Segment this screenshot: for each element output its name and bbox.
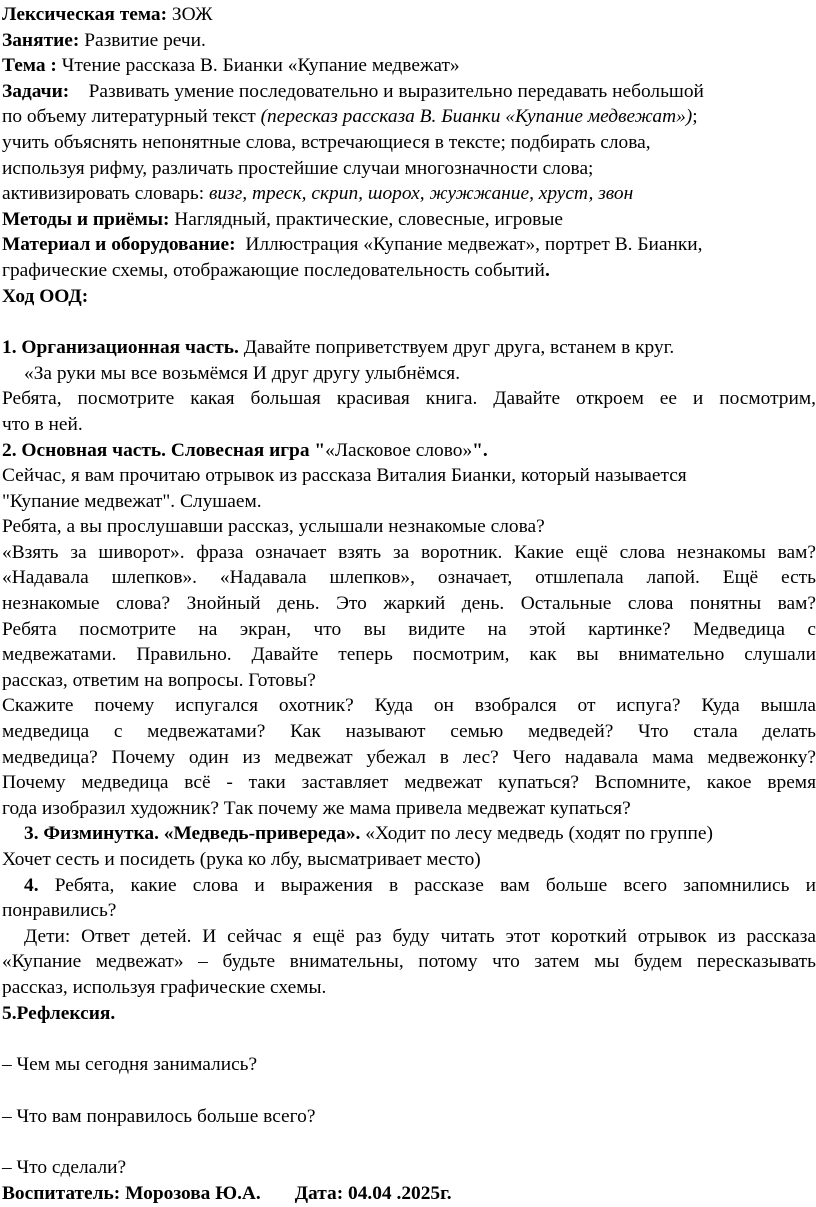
section-3-line — [2, 821, 816, 847]
material-line-2 — [2, 258, 816, 284]
theme-line — [2, 53, 816, 79]
section-4-line — [2, 873, 816, 899]
kids-answer-line-3: рассказ, используя графические схемы. — [2, 976, 327, 998]
tasks-label: Задачи: — [2, 80, 70, 102]
explanation-line-6: рассказ, ответим на вопросы. Готовы? — [2, 669, 316, 691]
material-value-2: графические схемы, отображающие последовательность событий — [2, 259, 545, 281]
lesson-value: Развитие речи. — [79, 29, 206, 51]
topic-label: Лексическая тема: — [2, 4, 168, 25]
book-line-2: что в ней. — [2, 413, 83, 435]
unknown-words-question: Ребята, а вы прослушавши рассказ, услышали незнакомые слова? — [2, 516, 545, 538]
theme-value: Чтение рассказа В. Бианки «Купание медвежат» — [61, 55, 460, 77]
questions-line-1: Скажите почему испугался охотник? Куда он взобрался от испуга? Куда вышла — [2, 695, 816, 717]
lesson-date: Дата: 04.04 .2025г. — [294, 1182, 452, 1204]
reflection-question-1: – Чем мы сегодня занимались? — [2, 1054, 258, 1076]
tasks-text-2c: ; — [692, 106, 698, 128]
teacher-name: Воспитатель: Морозова Ю.А. — [2, 1182, 261, 1204]
section-1-label: 1. Организационная часть. — [2, 337, 239, 359]
vocabulary-words: визг, треск, скрип, шорох, жужжание, хруст, звон — [209, 183, 634, 205]
questions-line-2: медведица с медвежатами? Как называют семью медведей? Что стала делать — [2, 721, 816, 743]
tasks-line-5 — [2, 181, 816, 207]
methods-line — [2, 207, 816, 233]
section-4-label: 4. — [24, 874, 39, 896]
questions-line-4: Почему медведица всё - таки заставляет медвежат купаться? Вспомните, какое время — [2, 772, 816, 794]
explanation-line-3: незнакомые слова? Знойный день. Это жаркий день. Остальные слова понятны вам? — [2, 593, 816, 615]
questions-line-3: медведица? Почему один из медвежат убежал в лес? Чего надавала мама медвежонку? — [2, 746, 816, 768]
section-3-line-2: Хочет сесть и посидеть (рука ко лбу, высматривает место) — [2, 849, 481, 870]
section-2-end: ". — [472, 439, 488, 461]
book-line-1: Ребята, посмотрите какая большая красивая книга. Давайте откроем ее и посмотрим, — [2, 388, 816, 410]
reading-line-2: "Купание медвежат". Слушаем. — [2, 490, 262, 512]
tasks-text-5a: активизировать словарь: — [2, 183, 210, 205]
tasks-text-1: Развивать умение последовательно и выразительно передавать небольшой — [69, 80, 704, 102]
theme-label: Тема : — [2, 55, 62, 77]
tasks-text-2a: по объему литературный текст — [2, 106, 261, 128]
spacer — [2, 1026, 816, 1052]
section-4-text: Ребята, какие слова и выражения в рассказе вам больше всего запомнились и — [38, 874, 816, 896]
footer-line — [2, 1181, 816, 1207]
tasks-line-3: учить объяснять непонятные слова, встречающиеся в тексте; подбирать слова, — [2, 131, 651, 153]
methods-value: Наглядный, практические, словесные, игровые — [169, 208, 563, 230]
tasks-line-4: используя рифму, различать простейшие случаи многозначности слова; — [2, 157, 594, 179]
topic-value: ЗОЖ — [167, 4, 213, 25]
section-4-line-2: понравились? — [2, 900, 117, 922]
section-2-game: «Ласковое слово» — [325, 439, 473, 461]
material-value-1: Иллюстрация «Купание медвежат», портрет В. Бианки, — [235, 234, 703, 256]
material-label: Материал и оборудование: — [2, 234, 236, 256]
tasks-line-2 — [2, 104, 816, 130]
section-2-label: 2. Основная часть. Словесная игра " — [2, 439, 326, 461]
greeting-rhyme: «За руки мы все возьмёмся И друг другу улыбнёмся. — [24, 362, 461, 384]
section-2-heading — [2, 438, 816, 464]
spacer — [2, 309, 816, 335]
reflection-question-3: – Что сделали? — [2, 1157, 127, 1179]
explanation-line-1: «Взять за шиворот». фраза означает взять за воротник. Какие ещё слова незнакомы вам? — [2, 541, 816, 563]
explanation-line-5: медвежатами. Правильно. Давайте теперь посмотрим, как вы внимательно слушали — [2, 644, 816, 666]
kids-answer-line-2: «Купание медвежат» – будьте внимательны, потому что затем мы будем пересказывать — [2, 951, 816, 973]
reflection-question-2: – Что вам понравилось больше всего? — [2, 1105, 316, 1127]
section-5-heading: 5.Рефлексия. — [2, 1002, 116, 1024]
questions-line-5: года изобразил художник? Так почему же мама привела медвежат купаться? — [2, 797, 631, 819]
topic-line — [2, 2, 816, 28]
section-3-text: «Ходит по лесу медведь (ходят по группе) — [360, 823, 713, 845]
tasks-line-1 — [2, 79, 816, 105]
explanation-line-2: «Надавала шлепков». «Надавала шлепков», означает, отшлепала лапой. Ещё есть — [2, 567, 816, 589]
section-1-line — [2, 335, 816, 361]
spacer — [2, 1129, 816, 1155]
lesson-label: Занятие: — [2, 29, 80, 51]
material-end: . — [544, 259, 550, 281]
section-1-text: Давайте поприветствуем друг друга, встанем в круг. — [238, 337, 675, 359]
explanation-line-4: Ребята посмотрите на экран, что вы видите на этой картинке? Медведица с — [2, 618, 816, 640]
material-line-1 — [2, 232, 816, 258]
reading-line-1: Сейчас, я вам прочитаю отрывок из рассказа Виталия Бианки, который называется — [2, 465, 687, 487]
course-heading: Ход ООД: — [2, 285, 89, 307]
kids-answer-line-1: Дети: Ответ детей. И сейчас я ещё раз буду читать этот короткий отрывок из рассказа — [24, 925, 816, 947]
spacer — [2, 1078, 816, 1104]
tasks-text-2b: (пересказ рассказа В. Бианки «Купание медвежат») — [260, 106, 693, 128]
section-3-label: 3. Физминутка. «Медведь-привереда». — [24, 823, 361, 845]
lesson-line — [2, 28, 816, 54]
methods-label: Методы и приёмы: — [2, 208, 170, 230]
